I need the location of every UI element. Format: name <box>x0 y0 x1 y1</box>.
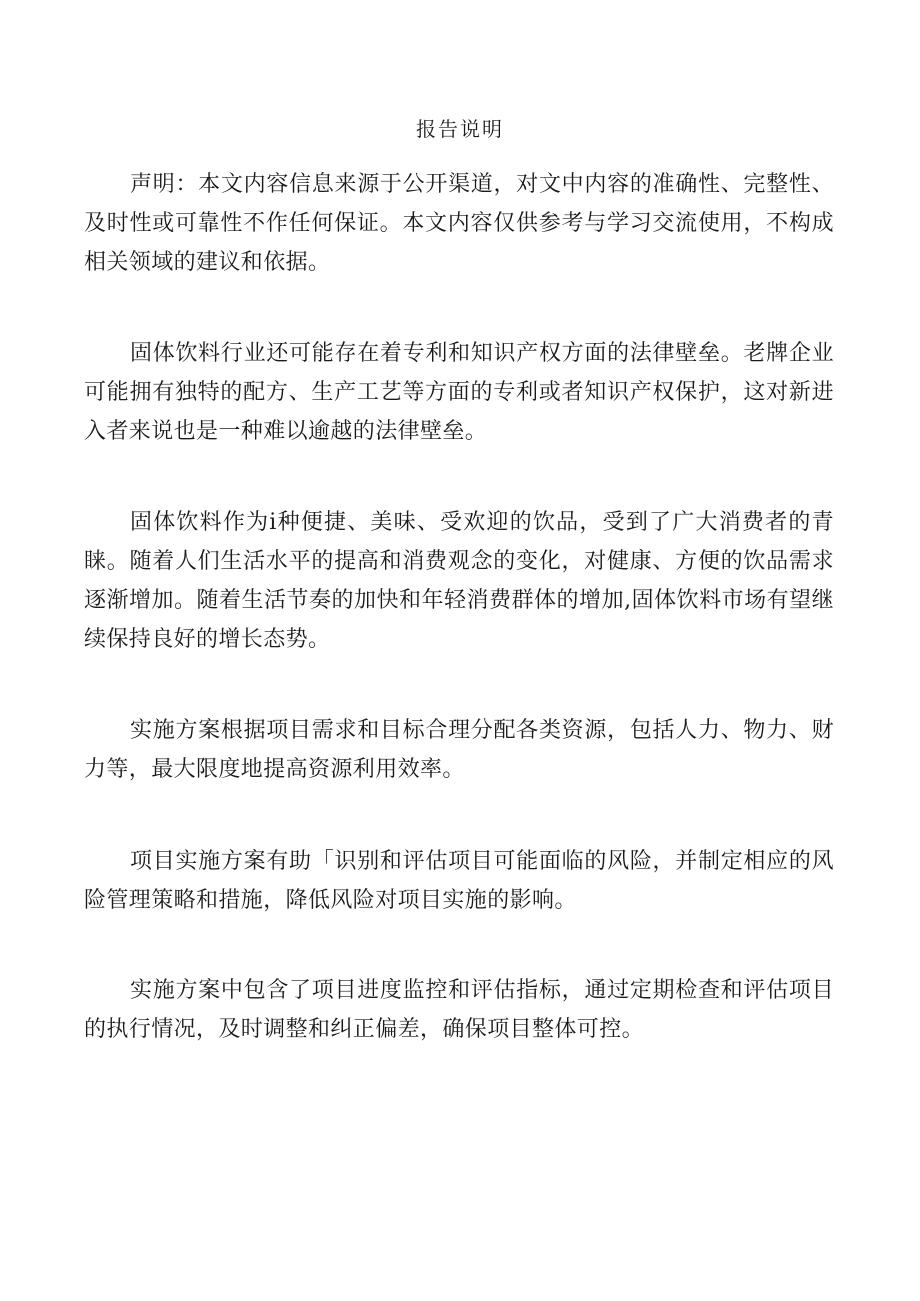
body-paragraph-resource-allocation: 实施方案根据项目需求和目标合理分配各类资源，包括人力、物力、财力等，最大限度地提高资源利用效率。 <box>84 718 834 782</box>
body-paragraph-legal-barrier: 固体饮料行业还可能存在着专利和知识产权方面的法律壁垒。老牌企业可能拥有独特的配方、生产工艺等方面的专利或者知识产权保护，这对新进入者来说也是一种难以逾越的法律壁垒。 <box>84 341 834 444</box>
body-paragraph-progress-monitoring: 实施方案中包含了项目进度监控和评估指标，通过定期检查和评估项目的执行情况，及时调整和纠正偏差，确保项目整体可控。 <box>84 978 834 1042</box>
page-title: 报告说明 <box>416 117 504 141</box>
body-paragraph-risk-management: 项目实施方案有助「识别和评估项目可能面临的风险，并制定相应的风险管理策略和措施，降低风险对项目实施的影响。 <box>84 849 834 913</box>
body-paragraph-market-growth: 固体饮料作为i种便捷、美味、受欢迎的饮品，受到了广大消费者的青睐。随着人们生活水平的提高和消费观念的变化，对健康、方便的饮品需求逐渐增加。随着生活节奏的加快和年轻消费群体的增加,固体饮料市场有望继续保持良好的增长态势。 <box>84 510 834 652</box>
disclaimer-paragraph: 声明：本文内容信息来源于公开渠道，对文中内容的准确性、完整性、及时性或可靠性不作任何保证。本文内容仅供参考与学习交流使用，不构成相关领域的建议和依据。 <box>84 172 834 275</box>
